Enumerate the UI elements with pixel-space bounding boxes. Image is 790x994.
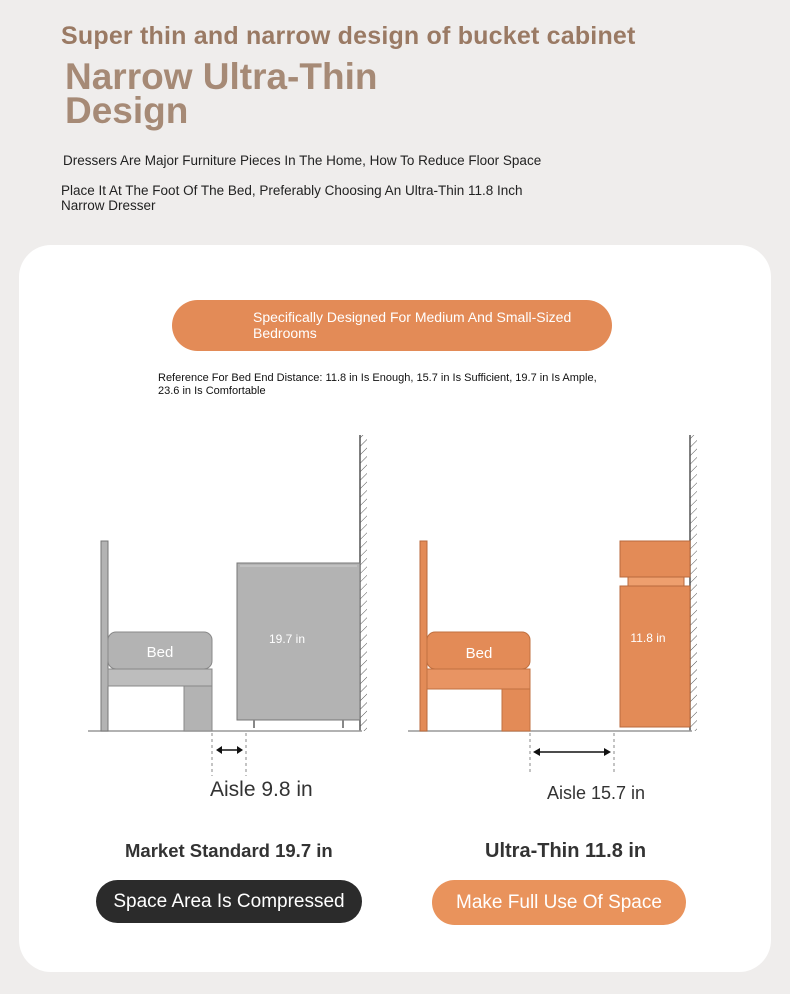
right-cabinet-depth: 11.8 in [630, 631, 666, 645]
description-line-2: Place It At The Foot Of The Bed, Preferably Choosing An Ultra-Thin 11.8 Inch Narrow Dresser [61, 183, 523, 213]
page-title: Narrow Ultra-Thin Design [65, 56, 378, 131]
left-wall [360, 435, 367, 731]
reference-distance-note: Reference For Bed End Distance: 11.8 in Is Enough, 15.7 in Is Sufficient, 19.7 in Is Ample, 23.6 in Is Comfortable [158, 372, 597, 397]
right-scene [408, 435, 697, 774]
left-scene [88, 435, 367, 776]
right-caption: Ultra-Thin 11.8 in [485, 840, 647, 862]
space-compressed-button[interactable]: Space Area Is Compressed [96, 880, 362, 923]
left-cabinet-depth: 19.7 in [268, 632, 306, 646]
description-line-1: Dressers Are Major Furniture Pieces In The Home, How To Reduce Floor Space [63, 153, 542, 168]
right-cabinet [620, 541, 690, 727]
top-title: Super thin and narrow design of bucket cabinet [61, 22, 636, 50]
left-bed-label: Bed [146, 644, 174, 661]
right-aisle-label: Aisle 15.7 in [547, 783, 646, 803]
left-aisle-label: Aisle 9.8 in [210, 778, 313, 801]
full-use-space-button[interactable]: Make Full Use Of Space [432, 880, 686, 925]
right-aisle-dimension [530, 733, 614, 774]
right-bed [420, 541, 530, 731]
right-wall [690, 435, 697, 731]
left-caption: Market Standard 19.7 in [125, 840, 333, 861]
left-cabinet [237, 563, 360, 728]
pill-text: Specifically Designed For Medium And Small-Sized Bedrooms [253, 309, 572, 341]
left-bed [101, 541, 212, 731]
right-bed-label: Bed [465, 645, 493, 662]
left-aisle-dimension [212, 733, 246, 776]
